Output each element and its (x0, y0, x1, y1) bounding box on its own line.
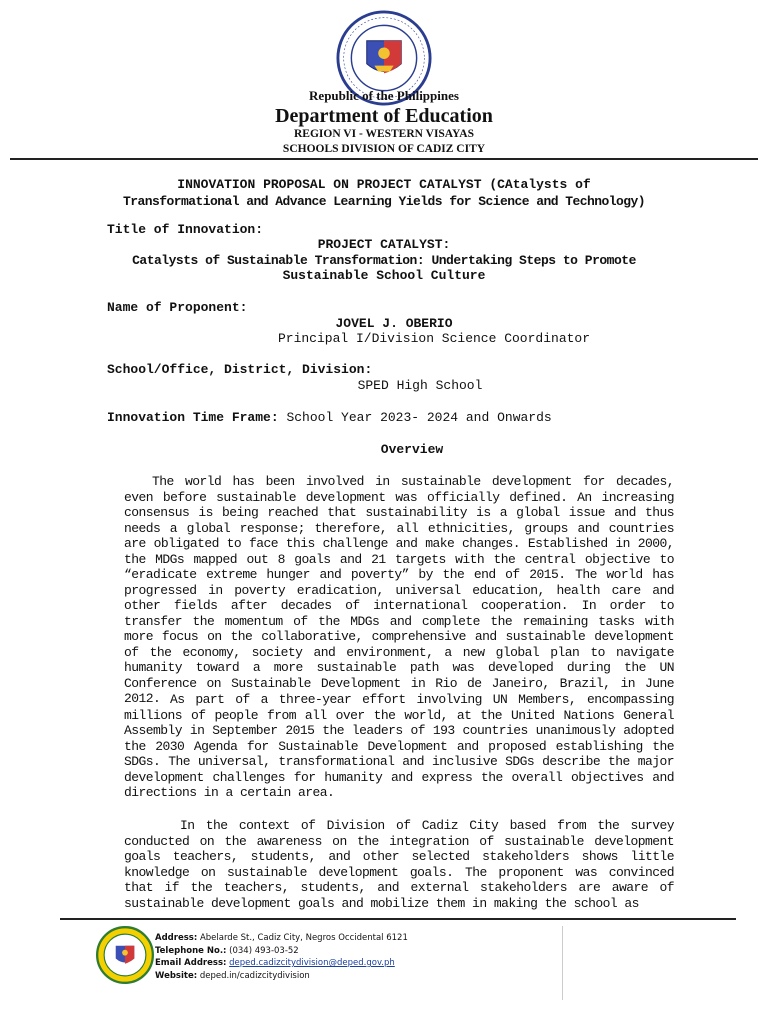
footer-website-label: Website: (155, 970, 198, 981)
innovation-project: PROJECT CATALYST: (317, 237, 451, 252)
proposal-title (100, 176, 668, 210)
deped-seal-small-icon (96, 926, 154, 984)
time-frame-label: Innovation Time Frame: (107, 410, 279, 425)
footer-telephone-value: (034) 493-03-52 (229, 945, 299, 956)
republic-line: Republic of the Philippines (309, 88, 459, 103)
footer-website-value[interactable]: deped.in/cadizcitydivision (199, 970, 310, 981)
footer-address-label: Address: (155, 933, 198, 943)
footer-vertical-divider (562, 926, 563, 1000)
proponent-label: Name of Proponent: (107, 300, 248, 315)
region-line: REGION VI - WESTERN VISAYAS (293, 128, 475, 140)
time-frame-row (107, 410, 552, 425)
footer-divider (60, 918, 736, 920)
innovation-label: Title of Innovation: (107, 222, 264, 237)
division-line: SCHOOLS DIVISION OF CADIZ CITY (282, 143, 486, 155)
proposal-title-line2: Transformational and Advance Learning Yields for Science and Technology) (122, 194, 646, 209)
footer-email-link[interactable]: deped.cadizcitydivision@deped.gov.ph (229, 958, 395, 968)
overview-paragraph-1: The world has been involved in sustainable development for decades, even before sustainable development was officially defined. An increasing consensus is being reached that sustainability is a global issue and thus needs a global response; therefore, all ethnicities, groups and countries are obligated to face this challenge and make changes. Established in 2000, the MDGs mapped out 8 goals and 21 targets with the central objective to “eradicate extreme hunger and poverty” by the end of 2015. The world has progressed in poverty eradication, universal education, health care and other fields after decades of international cooperation. In order to transfer the momentum of the MDGs and complete the remaining tasks with more focus on the collaborative, comprehensive and sustainable development of the economy, society and environment, a new global plan to navigate humanity toward a more sustainable path was developed during the UN Conference on Sustainable Development in Rio de Janeiro, Brazil, in June 2012. (124, 474, 674, 706)
proponent-position: Principal I/Division Science Coordinator (277, 331, 591, 346)
department-name: Department of Education (275, 105, 493, 127)
footer-telephone (155, 945, 408, 958)
footer-address-value: Abelarde St., Cadiz City, Negros Occidental 6121 (199, 933, 408, 943)
footer-website (155, 970, 408, 983)
school-label: School/Office, District, Division: (107, 362, 373, 377)
innovation-subtitle-line1: Catalysts of Sustainable Transformation: Undertaking Steps to Promote (132, 253, 636, 268)
innovation-subtitle-line2: Sustainable School Culture (282, 268, 486, 283)
proposal-title-line1: INNOVATION PROPOSAL ON PROJECT CATALYST (CAtalysts of (177, 177, 591, 192)
overview-paragraph-2: As part of a three-year effort involving UN Members, encompassing millions of people from all over the world, at the United Nations General Assembly in September 2015 the leaders of 193 countries unanimously adopted the 2030 Agenda for Sustainable Development and proposed establishing the SDGs. The universal, transformational and inclusive SDGs describe the major development challenges for humanity and express the overall objectives and directions in a certain area. (124, 692, 674, 800)
footer-telephone-label: Telephone No.: (155, 945, 227, 956)
overview-paragraph-3: In the context of Division of Cadiz City based from the survey conducted on the awareness on the integration of sustainable development goals teachers, students, and other selected stakeholders shows little knowledge on sustainable development goals. The proponent was convinced that if the teachers, students, and external stakeholders are aware of sustainable development goals and mobilize them in making the school as (124, 818, 674, 911)
footer-email-label: Email Address: (155, 958, 227, 968)
footer-contact (155, 932, 408, 982)
footer-email (155, 957, 408, 970)
proponent-name: JOVEL J. OBERIO (335, 316, 453, 331)
footer-address (155, 932, 408, 945)
overview-heading: Overview (380, 442, 444, 457)
school-value: SPED High School (357, 378, 483, 393)
header-divider (10, 158, 758, 160)
time-frame-value: School Year 2023- 2024 and Onwards (286, 410, 552, 425)
